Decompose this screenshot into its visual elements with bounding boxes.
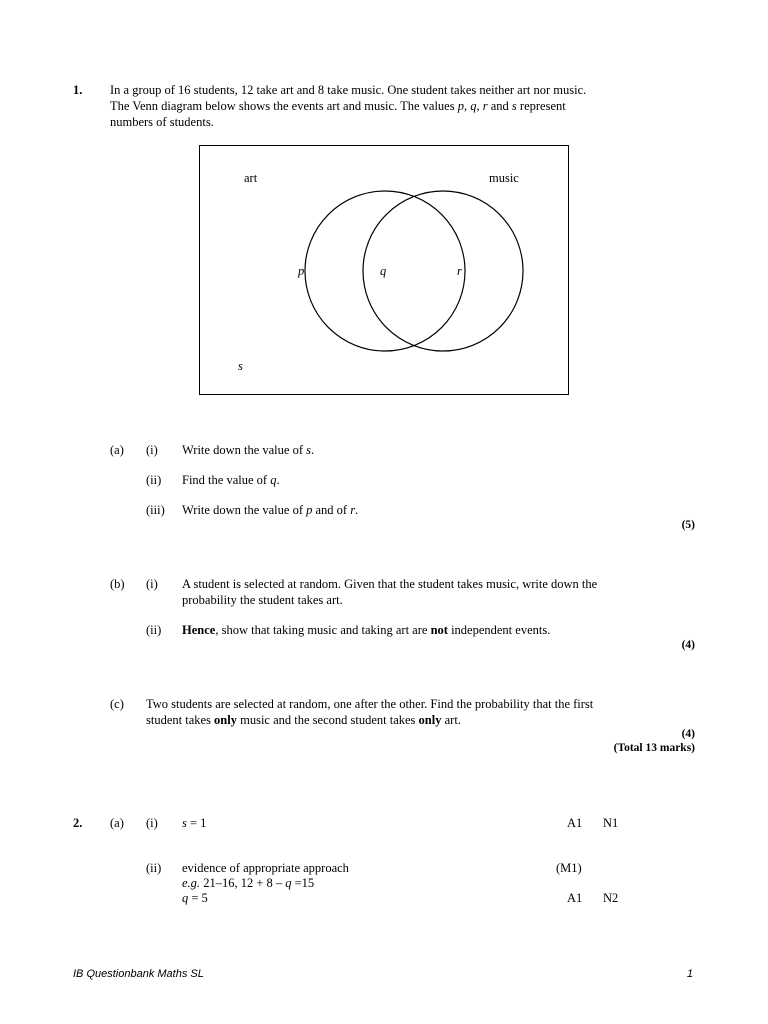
part-b-ii-label: (ii) [146, 623, 162, 637]
part-b-marks: (4) [681, 639, 695, 651]
part-b-i-line1: A student is selected at random. Given that the student takes music, write down the [182, 577, 598, 591]
part-b-label: (b) [110, 577, 125, 591]
intro-line-1: In a group of 16 students, 12 take art and 8 take music. One student takes neither art nor music. [110, 83, 587, 97]
part-a-label: (a) [110, 443, 124, 457]
question-2-number: 2. [73, 816, 83, 830]
part-b-i-label: (i) [146, 577, 158, 591]
part-a-ii-text: Find the value of q. [182, 473, 280, 487]
music-circle [363, 191, 523, 351]
region-q: q [380, 264, 387, 278]
footer-page-number: 1 [686, 968, 693, 980]
venn-diagram [199, 145, 569, 395]
part-c-line2: student takes only music and the second student takes only art. [146, 713, 461, 727]
region-p: p [298, 264, 305, 278]
part-a-ii-label: (ii) [146, 473, 162, 487]
part-c-line1: Two students are selected at random, one after the other. Find the probability that the first [146, 697, 594, 711]
question-number: 1. [73, 83, 83, 97]
intro-line-2: The Venn diagram below shows the events art and music. The values p, q, r and s represent [110, 99, 566, 113]
part-a-i-text: Write down the value of s. [182, 443, 315, 457]
q2-ii-mark2: N2 [603, 891, 619, 905]
part-a-iii-label: (iii) [146, 503, 165, 517]
q2-ii-mark1: A1 [567, 891, 583, 905]
q2-part-a-label: (a) [110, 816, 124, 830]
total-marks: (Total 13 marks) [613, 742, 695, 754]
part-a-marks: (5) [681, 519, 695, 531]
part-c-label: (c) [110, 697, 124, 711]
region-s: s [238, 359, 243, 373]
part-b-ii-text: Hence, show that taking music and taking art are not independent events. [182, 623, 551, 637]
q2-i-mark1: A1 [567, 816, 583, 830]
q2-ii-line3: q = 5 [182, 891, 208, 905]
footer-source: IB Questionbank Maths SL [73, 968, 204, 980]
q2-ii-line1: evidence of appropriate approach [182, 861, 349, 875]
q2-ii-line2: e.g. 21–16, 12 + 8 – q =15 [182, 876, 315, 890]
intro-line-3: numbers of students. [110, 115, 214, 129]
q2-i-label: (i) [146, 816, 158, 830]
q2-ii-label: (ii) [146, 861, 162, 875]
region-r: r [457, 264, 462, 278]
part-a-i-label: (i) [146, 443, 158, 457]
q2-i-answer: s = 1 [182, 816, 207, 830]
q2-ii-mark-m: (M1) [556, 861, 582, 875]
q2-i-mark2: N1 [603, 816, 619, 830]
part-a-iii-text: Write down the value of p and of r. [182, 503, 359, 517]
set-label-art: art [244, 171, 258, 185]
part-b-i-line2: probability the student takes art. [182, 593, 343, 607]
set-label-music: music [489, 171, 519, 185]
part-c-marks: (4) [681, 728, 695, 740]
